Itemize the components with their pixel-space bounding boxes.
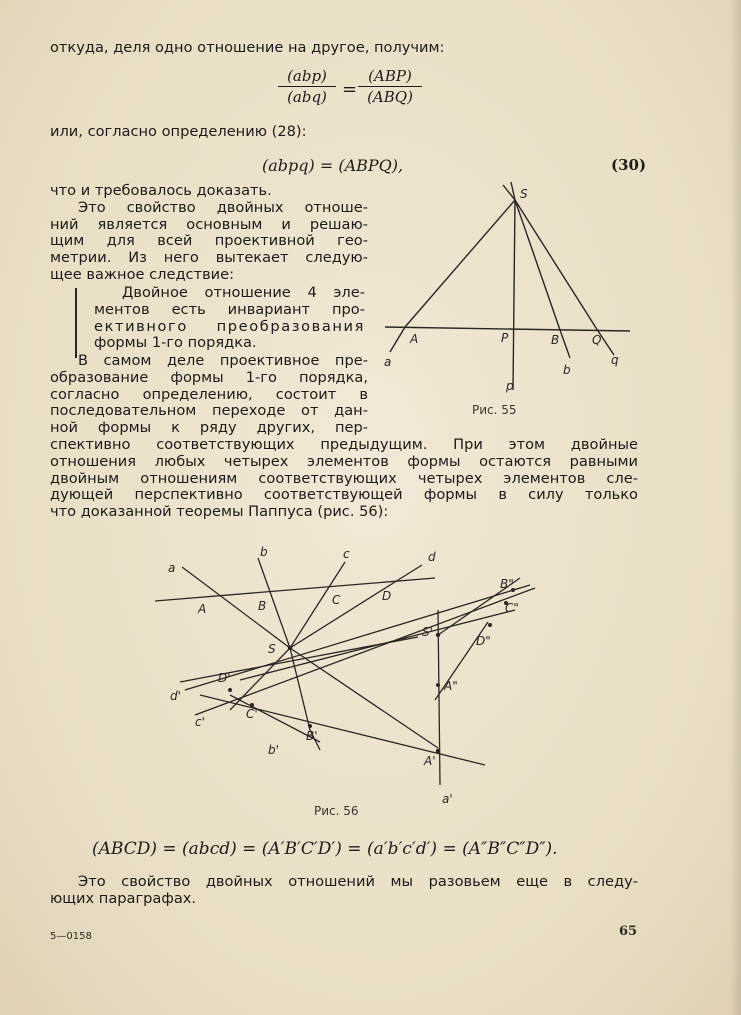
formula1-right-fraction (358, 67, 422, 106)
left-column-paragraph (50, 183, 368, 284)
label-b: b (563, 363, 571, 377)
line-A1-bottom (200, 695, 485, 765)
label-S1: S' (422, 625, 433, 639)
line-B1-D2 (240, 610, 515, 680)
formula1-left-fraction (278, 67, 336, 106)
text-line: согласно определению, состоит в (50, 385, 368, 403)
formula3: (ABCD) = (abcd) = (A′B′C′D′) = (a′b′c′d′) = (A″B″C″D″). (92, 839, 558, 859)
label-Q: Q (592, 333, 602, 347)
formula2-number: (30) (611, 156, 647, 174)
label-a1: a' (442, 792, 453, 806)
point-S (288, 646, 292, 650)
line-definition: или, согласно определению (28): (50, 123, 307, 140)
label-P: P (501, 331, 509, 345)
text-line: двойным отношениям соответствующих четырех элементов сле- (50, 469, 638, 487)
text-line: что доказанной теоремы Паппуса (рис. 56): (50, 503, 389, 521)
point-A1 (436, 749, 440, 753)
point-B1 (308, 724, 312, 728)
label-a: a (384, 355, 392, 369)
page-number: 65 (619, 924, 638, 939)
text-line: ной формы к ряду других, пер- (50, 419, 368, 437)
text-line: ющих параграфах. (50, 889, 197, 907)
label-d: d (428, 550, 436, 564)
formula1-right-denominator: (ABQ) (367, 88, 413, 106)
label-c1: c' (195, 715, 205, 729)
figure-56-caption: Рис. 56 (314, 804, 359, 818)
point-D1 (228, 688, 232, 692)
formula1-right-numerator: (ABP) (358, 67, 422, 87)
ray-SA (405, 200, 515, 327)
label-D1: D' (218, 671, 231, 685)
paragraph-left-column (50, 353, 368, 437)
theorem-margin-bar (75, 288, 77, 358)
printer-signature: 5—0158 (50, 931, 92, 942)
label-d1: d' (170, 689, 181, 703)
line-c1 (195, 588, 535, 715)
label-D2: D" (476, 634, 491, 648)
line-ABCD (155, 578, 435, 601)
text-line: образование формы 1-го порядка, (50, 368, 368, 386)
text-line: метрии. Из него вытекает следую- (50, 249, 368, 267)
point-S1 (436, 633, 440, 637)
text-line: Это свойство двойных отноше- (78, 198, 368, 216)
label-B: B (551, 333, 560, 347)
paragraph-full-width (50, 437, 638, 521)
label-A2: A" (444, 679, 458, 693)
label-S: S (520, 187, 528, 201)
label-p: p (506, 379, 514, 393)
formula2: (abpq) = (ABPQ), (262, 156, 404, 175)
figure-55-caption: Рис. 55 (472, 403, 517, 417)
figure-55-lines (385, 182, 630, 390)
label-S: S (268, 642, 276, 656)
figure-56-points (228, 588, 515, 753)
point-D2 (488, 623, 492, 627)
theorem-line: ментов есть инвариант про- (94, 300, 365, 318)
figure-56 (150, 540, 550, 810)
label-B1: B' (306, 729, 318, 743)
theorem-line: ективного преобразования (94, 317, 365, 335)
text-line: отношения любых четырех элементов формы остаются равными (50, 452, 638, 470)
ray-b (560, 330, 570, 358)
label-C: C (332, 593, 341, 607)
label-B2: B" (500, 577, 514, 591)
figure-55 (370, 180, 645, 410)
label-A1: A' (424, 754, 436, 768)
label-b: b (260, 545, 268, 559)
theorem-line: Двойное отношение 4 эле- (122, 284, 365, 301)
text-line: В самом деле проективное пре- (78, 352, 368, 369)
theorem-line: формы 1-го порядка. (94, 334, 257, 352)
label-c: c (343, 547, 350, 561)
formula1-left-numerator: (abp) (278, 67, 336, 87)
label-C2: C" (505, 601, 519, 615)
text-line: щим для всей проективной гео- (50, 232, 368, 250)
theorem-block (94, 285, 365, 352)
ray-SQ (515, 200, 598, 331)
final-paragraph (50, 874, 638, 908)
formula1-left-denominator: (abq) (287, 88, 327, 106)
text-line: что и требовалось доказать. (50, 182, 272, 199)
label-q: q (611, 353, 619, 367)
ray-d (290, 565, 422, 648)
label-A: A (198, 602, 207, 616)
label-B: B (258, 599, 267, 613)
formula1-equals: = (342, 79, 358, 100)
label-A: A (410, 332, 419, 346)
text-line: последовательном переходе от дан- (50, 402, 368, 420)
ray-a (390, 327, 405, 352)
label-D: D (382, 589, 392, 603)
label-b1: b' (268, 743, 279, 757)
text-line: Это свойство двойных отношений мы разовьем еще в следу- (78, 873, 638, 890)
text-line: ний является основным и решаю- (50, 215, 368, 233)
text-line: спективно соответствующих предыдущим. При этом двойные (50, 436, 638, 453)
label-C1: C' (246, 707, 258, 721)
page-shadow (730, 0, 741, 1015)
point-A2 (436, 683, 440, 687)
ray-S-C1 (230, 648, 290, 710)
ray-Sp (513, 200, 515, 390)
ray-SB (515, 200, 560, 330)
text-line: щее важное следствие: (50, 265, 235, 283)
figure-56-lines (155, 558, 535, 785)
text-line: дующей перспективно соответствующей формы в силу только (50, 486, 638, 504)
intro-line: откуда, деля одно отношение на другое, получим: (50, 39, 445, 56)
label-a: a (168, 561, 176, 575)
